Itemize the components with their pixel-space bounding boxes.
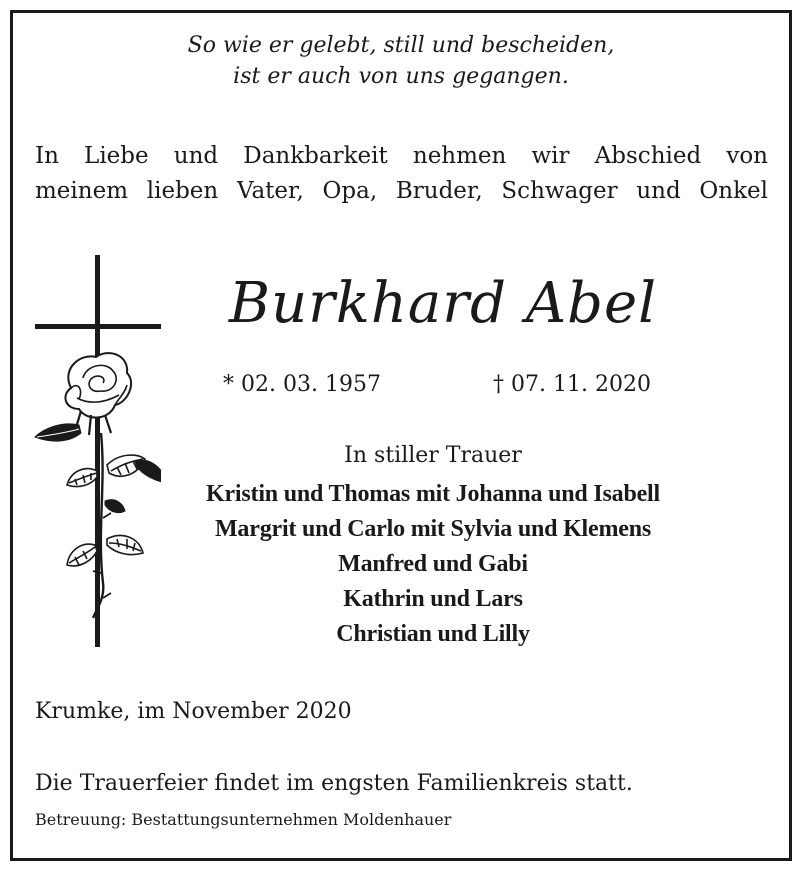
intro-line-2: meinem lieben Vater, Opa, Bruder, Schwager und Onkel [35, 178, 768, 204]
family-line: Kathrin und Lars [343, 586, 523, 612]
family-list [133, 477, 733, 652]
ceremony-note: Die Trauerfeier findet im engsten Familienkreis statt. [35, 771, 633, 796]
family-line: Manfred und Gabi [338, 551, 528, 577]
motto-line-2: ist er auch von uns gegangen. [233, 64, 569, 89]
obituary-frame [10, 10, 792, 861]
undertaker-credit: Betreuung: Bestattungsunternehmen Moldenhauer [35, 810, 452, 829]
deceased-name: Burkhard Abel [228, 271, 658, 336]
family-line: Kristin und Thomas mit Johanna und Isabell [206, 481, 660, 507]
family-line: Christian und Lilly [336, 621, 530, 647]
family-line: Margrit und Carlo mit Sylvia und Klemens [214, 516, 651, 542]
intro-line-1: In Liebe und Dankbarkeit nehmen wir Abschied von [35, 143, 768, 169]
motto-line-1: So wie er gelebt, still und bescheiden, [187, 33, 615, 58]
mourning-heading: In stiller Trauer [344, 443, 522, 468]
birth-date: * 02. 03. 1957 [223, 372, 381, 397]
place-date: Krumke, im November 2020 [35, 699, 352, 724]
death-date: † 07. 11. 2020 [493, 372, 651, 397]
